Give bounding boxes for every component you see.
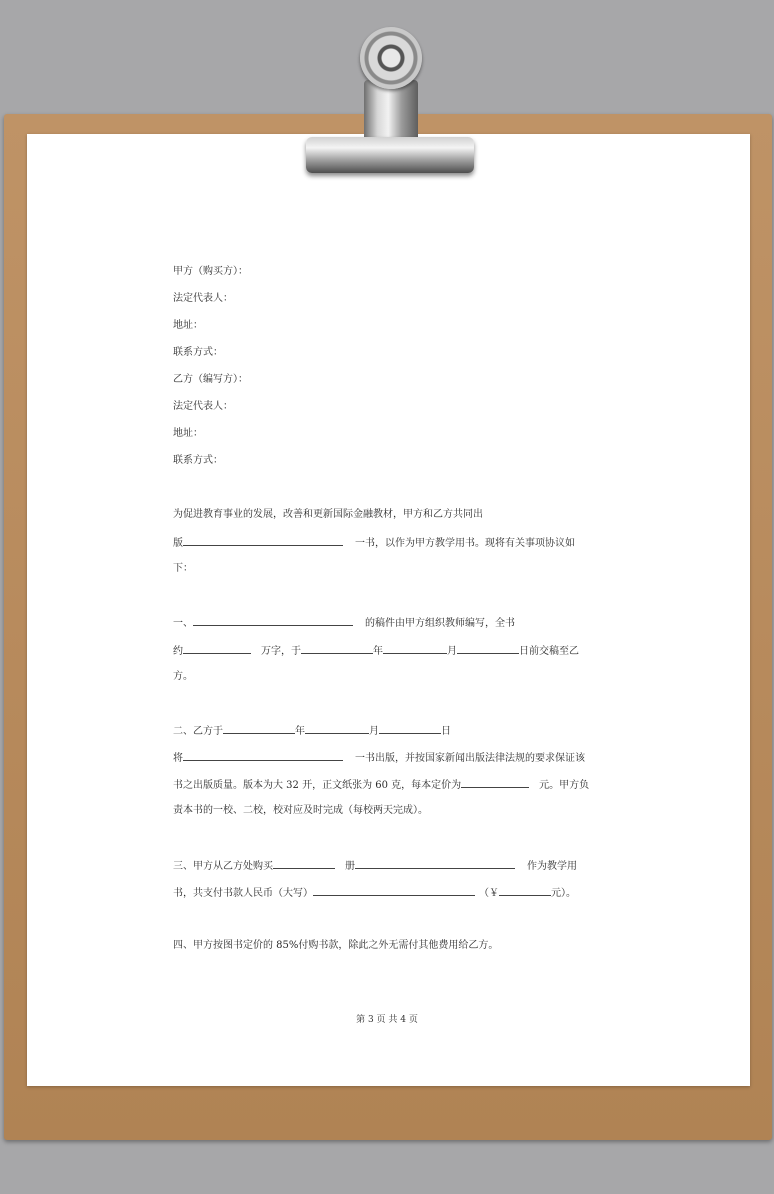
clause-text: 年 (373, 646, 383, 657)
intro-line-3: 下： (173, 563, 193, 574)
clause-4-line-1: 四、甲方按图书定价的 85%付购书款，除此之外无需付其他费用给乙方。 (173, 940, 499, 951)
clause-2-line-3 (173, 777, 589, 793)
party-b-address: 地址： (173, 428, 203, 439)
book-title-blank (183, 750, 343, 761)
clause-3-line-2 (173, 885, 576, 901)
year-blank (223, 723, 295, 734)
clause-1-line-3: 方。 (173, 671, 193, 682)
clause-text: 的稿件由甲方组织教师编写，全书 (365, 618, 515, 629)
party-b-representative: 法定代表人： (173, 401, 233, 412)
price-blank (461, 777, 529, 788)
intro-line-2 (173, 535, 575, 551)
day-blank (457, 643, 519, 654)
clause-text: 日前交稿至乙 (519, 646, 579, 657)
month-blank (383, 643, 447, 654)
clause-text: 日 (441, 726, 451, 737)
page-number: 第 3 页 共 4 页 (356, 1015, 418, 1025)
clause-text: 将 (173, 753, 183, 764)
party-b-title: 乙方（编写方）： (173, 374, 248, 385)
word-count-blank (183, 643, 251, 654)
clip-ring-icon (360, 27, 422, 89)
clause-text: 书，共支付书款人民币（大写） (173, 888, 313, 899)
clause-text: 万字，于 (261, 646, 301, 657)
intro-line-1: 为促进教育事业的发展，改善和更新国际金融教材，甲方和乙方共同出 (173, 509, 483, 520)
clause-3-line-1 (173, 858, 577, 874)
clause-text: 元。甲方负 (539, 780, 590, 791)
clause-text: 作为教学用 (527, 861, 577, 872)
book-title-blank (183, 535, 343, 546)
clip-icon (364, 80, 418, 140)
book-title-blank (355, 858, 515, 869)
clause-2-line-4: 责本书的一校、二校，校对应及时完成（每校两天完成）。 (173, 805, 428, 816)
clause-text: 月 (447, 646, 457, 657)
amount-words-blank (313, 885, 475, 896)
clause-text: 元）。 (551, 888, 576, 899)
clause-2-line-2 (173, 750, 585, 766)
clause-1-line-1 (173, 615, 515, 631)
quantity-blank (273, 858, 335, 869)
clause-2-line-1 (173, 723, 451, 739)
party-a-address: 地址： (173, 320, 203, 331)
clause-text: 年 (295, 726, 305, 737)
clause-text: 一书出版，并按国家新闻出版法律法规的要求保证该 (355, 753, 585, 764)
clause-text: 一、 (173, 618, 193, 629)
year-blank (301, 643, 373, 654)
clause-text: 约 (173, 646, 183, 657)
amount-figure-blank (499, 885, 551, 896)
clause-text: 二、乙方于 (173, 726, 223, 737)
clause-1-line-2 (173, 643, 579, 659)
party-b-contact: 联系方式： (173, 455, 223, 466)
intro-text: 一书，以作为甲方教学用书。现将有关事项协议如 (355, 538, 575, 549)
clause-text: 册 (345, 861, 355, 872)
clause-text: 书之出版质量。版本为大 32 开，正文纸张为 60 克，每本定价为 (173, 780, 462, 791)
intro-text: 版 (173, 538, 183, 549)
clause-text: 三、甲方从乙方处购买 (173, 861, 273, 872)
party-a-contact: 联系方式： (173, 347, 223, 358)
party-a-title: 甲方（购买方）： (173, 266, 248, 277)
clause-text: （￥ (479, 888, 499, 899)
clip-bar-icon (306, 137, 474, 173)
party-a-representative: 法定代表人： (173, 293, 233, 304)
month-blank (305, 723, 369, 734)
clause-text: 月 (369, 726, 379, 737)
manuscript-blank (193, 615, 353, 626)
day-blank (379, 723, 441, 734)
